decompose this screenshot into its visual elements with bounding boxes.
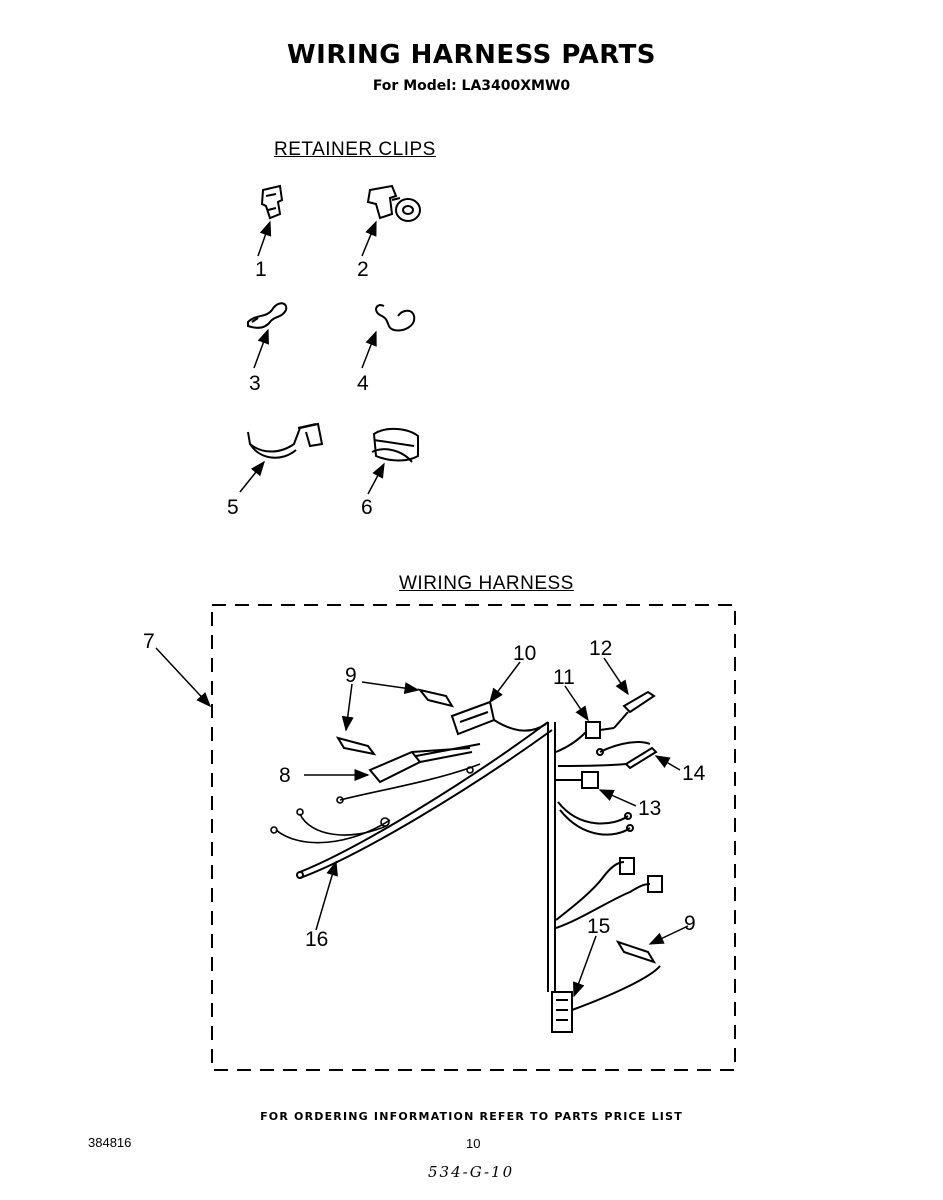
retainer-clip-1 [262,186,282,218]
connector-10 [452,702,546,734]
retainer-clip-4 [376,305,414,330]
wiring-harness-heading: WIRING HARNESS [399,573,574,594]
connector-11 [556,722,614,752]
leader-arrow-9b [346,684,352,730]
callout-15: 15 [587,915,611,938]
callout-14: 14 [682,762,706,785]
page-title: WIRING HARNESS PARTS [286,40,657,70]
connector-8 [370,744,480,782]
leader-arrow-1 [258,222,270,256]
leader-arrow-14 [656,756,680,770]
leader-arrow-7 [156,648,210,706]
callout-7: 7 [143,630,155,653]
leader-arrow-11 [565,686,588,720]
callout-1: 1 [255,258,267,281]
leader-arrow-16 [316,862,336,930]
model-subtitle: For Model: LA3400XMW0 [372,78,571,94]
retainer-clip-3 [248,303,286,328]
leader-arrow-6 [368,464,384,494]
harness-main-trunk [297,722,555,992]
terminal-12 [614,692,654,728]
callout-16: 16 [305,928,329,951]
retainer-clip-2 [368,186,420,221]
callout-8: 8 [279,764,291,787]
lower-right-branch [556,858,662,928]
leader-arrow-5 [240,462,264,492]
leader-arrow-13 [600,790,636,806]
callout-2: 2 [357,258,369,281]
callout-4: 4 [357,372,369,395]
leader-arrow-9a [362,682,418,690]
callout-12: 12 [589,637,613,660]
callout-13: 13 [638,797,662,820]
callout-9-bottom: 9 [684,912,696,935]
leader-arrow-10 [490,662,520,702]
leader-arrow-2 [362,222,376,256]
terminal-9-bottom [618,942,654,962]
callout-3: 3 [249,372,261,395]
leader-arrow-9c [650,926,688,944]
connector-15 [552,966,660,1032]
document-number: 384816 [88,1135,132,1150]
terminal-9-top [338,690,452,754]
leader-arrow-4 [362,332,376,368]
connector-13 [556,772,633,835]
retainer-clip-5 [248,424,322,458]
callout-11: 11 [553,666,575,689]
terminal-14 [558,742,656,768]
page-number: 10 [466,1136,481,1151]
callout-9-top: 9 [345,664,357,687]
callout-5: 5 [227,496,239,519]
ordering-note: FOR ORDERING INFORMATION REFER TO PARTS PRICE LIST [260,1110,683,1123]
retainer-clip-6 [372,429,418,462]
leader-arrow-15 [574,936,596,996]
callout-6: 6 [361,496,373,519]
retainer-clips-heading: RETAINER CLIPS [274,139,436,160]
callout-10: 10 [513,642,537,665]
handwritten-code: 534-G-10 [428,1163,515,1181]
leader-arrow-3 [254,330,268,368]
leader-arrow-12 [604,658,628,694]
